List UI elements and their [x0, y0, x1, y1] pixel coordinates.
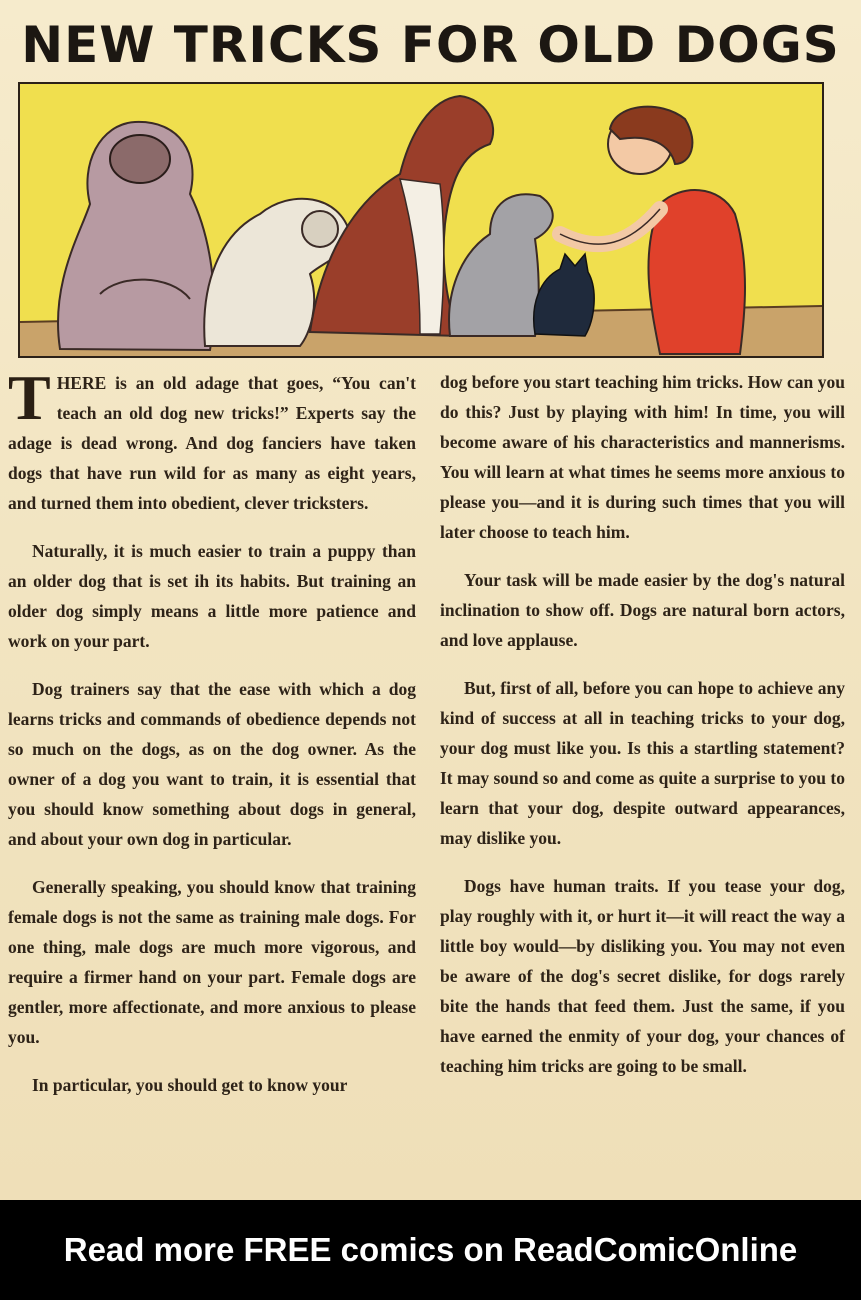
article-right-column	[440, 367, 845, 1099]
paragraph-5: In particular, you should get to know your	[32, 1075, 348, 1095]
paragraph-8: But, first of all, before you can hope to achieve any kind of success at all in teaching tricks to your dog, your dog must like you. Is this a startling statement? It may sound so and come as quite a surprise to you to learn that your dog, despite outward appearances, may dislike you.	[440, 678, 845, 848]
illustration-svg	[20, 84, 822, 356]
paragraph-1-text: HERE is an old adage that goes, “You can't teach an old dog new tricks!” Experts say the adage is dead wrong. And dog fanciers have taken dogs that have run wild for as many as eight years, and turned them into obedient, clever tricksters.	[8, 373, 416, 513]
paragraph-7: Your task will be made easier by the dog's natural inclination to show off. Dogs are natural born actors, and love applause.	[440, 570, 845, 650]
paragraph-9: Dogs have human traits. If you tease your dog, play roughly with it, or hurt it—it will react the way a little boy would—by disliking you. You may not even be aware of the dog's secret dislike, for dogs rarely bite the hands that feed them. Just the same, if you have earned the enmity of your dog, your chances of teaching him tricks are going to be small.	[440, 876, 845, 1076]
paragraph-1	[8, 362, 416, 518]
page-title: NEW TRICKS FOR OLD DOGS	[21, 16, 840, 74]
paragraph-4: Generally speaking, you should know that training female dogs is not the same as training male dogs. For one thing, male dogs are much more vigorous, and require a firmer hand on your part. Female dogs are gentler, more affectionate, and more anxious to please you.	[8, 877, 416, 1047]
promo-banner[interactable]	[0, 1200, 861, 1300]
paragraph-2: Naturally, it is much easier to train a puppy than an older dog that is set ih its habits. But training an older dog simply means a little more patience and work on your part.	[8, 541, 416, 651]
drop-cap: T	[8, 362, 51, 433]
dogs-and-woman-illustration	[18, 82, 824, 358]
paragraph-6: dog before you start teaching him tricks. How can you do this? Just by playing with him! In time, you will become aware of his characteristics and mannerisms. You will learn at what times he seems more anxious to please you—and it is during such times that you will later choose to teach him.	[440, 372, 845, 542]
article-left-column	[8, 362, 416, 1118]
promo-banner-text[interactable]: Read more FREE comics on ReadComicOnline	[63, 1231, 798, 1268]
paragraph-3: Dog trainers say that the ease with which a dog learns tricks and commands of obedience depends not so much on the dogs, as on the dog owner. As the owner of a dog you want to train, it is essential that you should know something about dogs in general, and about your own dog in particular.	[8, 679, 416, 849]
